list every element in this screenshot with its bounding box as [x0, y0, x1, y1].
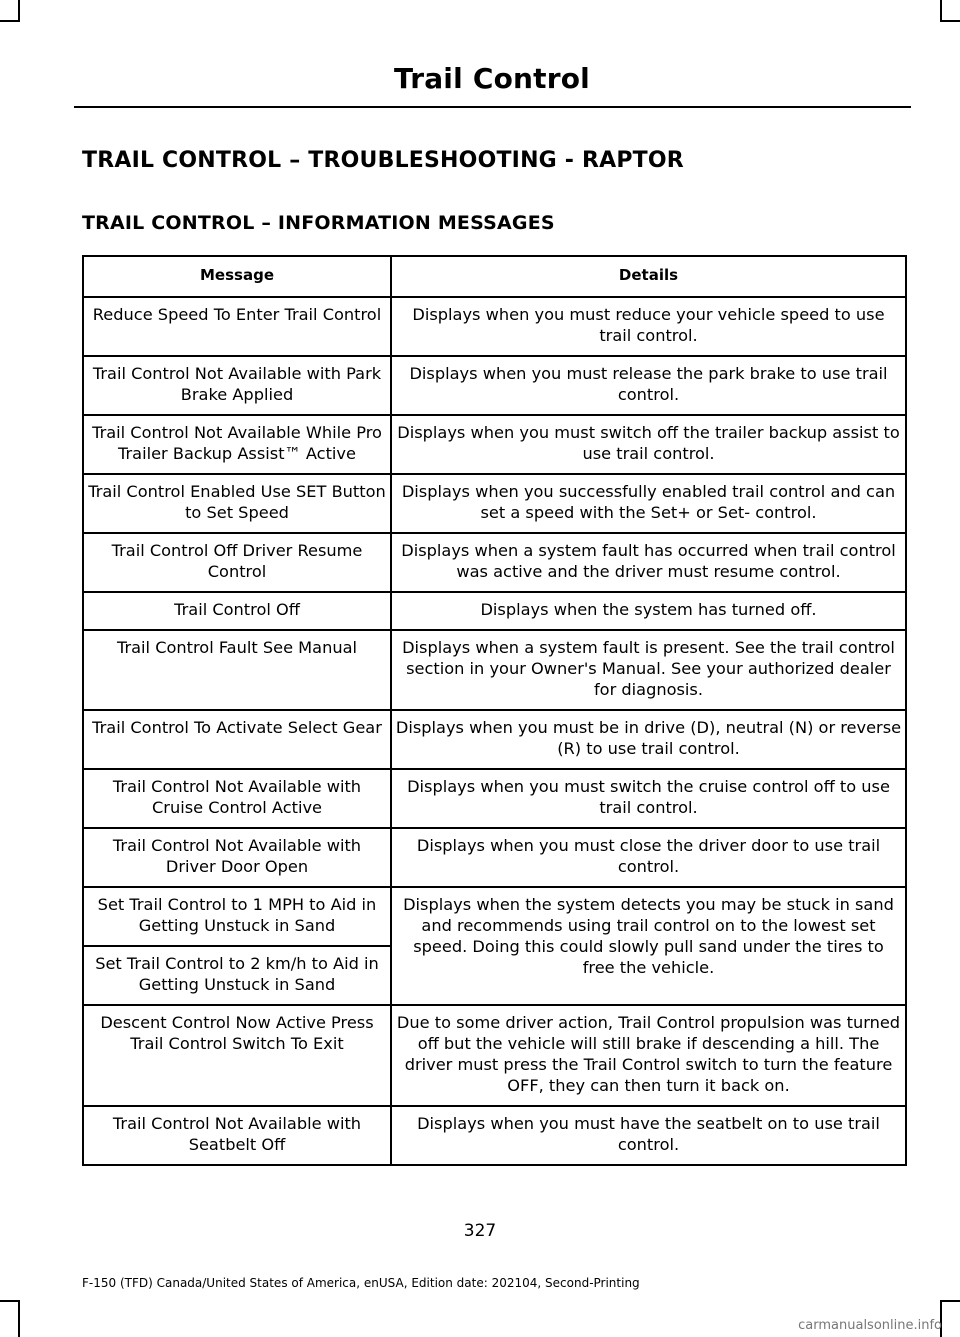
- details-cell: Displays when you must close the driver door to use trail control.: [391, 828, 906, 887]
- message-cell: Trail Control Enabled Use SET Button to Set Speed: [83, 474, 391, 533]
- details-cell: Displays when the system detects you may be stuck in sand and recommends using trail control on to the lowest set speed. Doing this could slowly pull sand under the tires to free the vehicle.: [391, 887, 906, 1005]
- column-header-message: Message: [83, 256, 391, 297]
- details-cell: Displays when you successfully enabled trail control and can set a speed with the Set+ or Set- control.: [391, 474, 906, 533]
- table-row: [83, 415, 906, 474]
- crop-mark: [0, 1300, 20, 1302]
- table-row: [83, 533, 906, 592]
- details-cell: Displays when you must have the seatbelt on to use trail control.: [391, 1106, 906, 1165]
- section-subtitle: TRAIL CONTROL – INFORMATION MESSAGES: [82, 212, 555, 234]
- running-header: Trail Control: [393, 62, 590, 95]
- details-cell: Displays when you must switch off the trailer backup assist to use trail control.: [391, 415, 906, 474]
- details-cell: Displays when a system fault has occurred when trail control was active and the driver must resume control.: [391, 533, 906, 592]
- message-cell: Descent Control Now Active Press Trail Control Switch To Exit: [83, 1005, 391, 1106]
- message-cell: Trail Control To Activate Select Gear: [83, 710, 391, 769]
- details-cell: Displays when a system fault is present. See the trail control section in your Owner's Manual. See your authorized dealer for diagnosis.: [391, 630, 906, 710]
- table-row: [83, 592, 906, 630]
- message-cell: Set Trail Control to 2 km/h to Aid in Getting Unstuck in Sand: [83, 946, 391, 1005]
- details-cell: Displays when you must reduce your vehicle speed to use trail control.: [391, 297, 906, 356]
- table-row: [83, 1106, 906, 1165]
- crop-mark: [18, 0, 20, 22]
- table-row: [83, 297, 906, 356]
- details-cell: Displays when you must be in drive (D), neutral (N) or reverse (R) to use trail control.: [391, 710, 906, 769]
- table-row: [83, 630, 906, 710]
- details-cell: Displays when you must release the park brake to use trail control.: [391, 356, 906, 415]
- section-title: TRAIL CONTROL – TROUBLESHOOTING - RAPTOR: [82, 148, 684, 173]
- message-cell: Trail Control Not Available with Park Brake Applied: [83, 356, 391, 415]
- table-row: [83, 887, 906, 946]
- message-cell: Trail Control Off: [83, 592, 391, 630]
- message-cell: Reduce Speed To Enter Trail Control: [83, 297, 391, 356]
- message-cell: Trail Control Not Available While Pro Trailer Backup Assist™ Active: [83, 415, 391, 474]
- table-row: [83, 769, 906, 828]
- edition-line: F-150 (TFD) Canada/United States of America, enUSA, Edition date: 202104, Second-Printing: [82, 1276, 640, 1290]
- crop-mark: [18, 1300, 20, 1337]
- message-cell: Trail Control Not Available with Cruise Control Active: [83, 769, 391, 828]
- page-number: 327: [463, 1221, 497, 1241]
- crop-mark: [940, 0, 942, 22]
- table-header-row: [83, 256, 906, 297]
- details-cell: Displays when you must switch the cruise control off to use trail control.: [391, 769, 906, 828]
- message-cell: Trail Control Fault See Manual: [83, 630, 391, 710]
- messages-table: [82, 255, 907, 1166]
- table-row: [83, 828, 906, 887]
- watermark: carmanualsonline.info: [798, 1318, 942, 1333]
- crop-mark: [940, 20, 960, 22]
- message-cell: Trail Control Not Available with Seatbelt Off: [83, 1106, 391, 1165]
- header-rule: [74, 106, 911, 108]
- table-row: [83, 474, 906, 533]
- crop-mark: [940, 1300, 960, 1302]
- table-row: [83, 356, 906, 415]
- details-cell: Due to some driver action, Trail Control propulsion was turned off but the vehicle will still brake if descending a hill. The driver must press the Trail Control switch to turn the feature OFF, they can then turn it back on.: [391, 1005, 906, 1106]
- details-cell: Displays when the system has turned off.: [391, 592, 906, 630]
- message-cell: Trail Control Not Available with Driver Door Open: [83, 828, 391, 887]
- table-row: [83, 1005, 906, 1106]
- message-cell: Set Trail Control to 1 MPH to Aid in Getting Unstuck in Sand: [83, 887, 391, 946]
- message-cell: Trail Control Off Driver Resume Control: [83, 533, 391, 592]
- column-header-details: Details: [391, 256, 906, 297]
- crop-mark: [0, 20, 20, 22]
- table-row: [83, 710, 906, 769]
